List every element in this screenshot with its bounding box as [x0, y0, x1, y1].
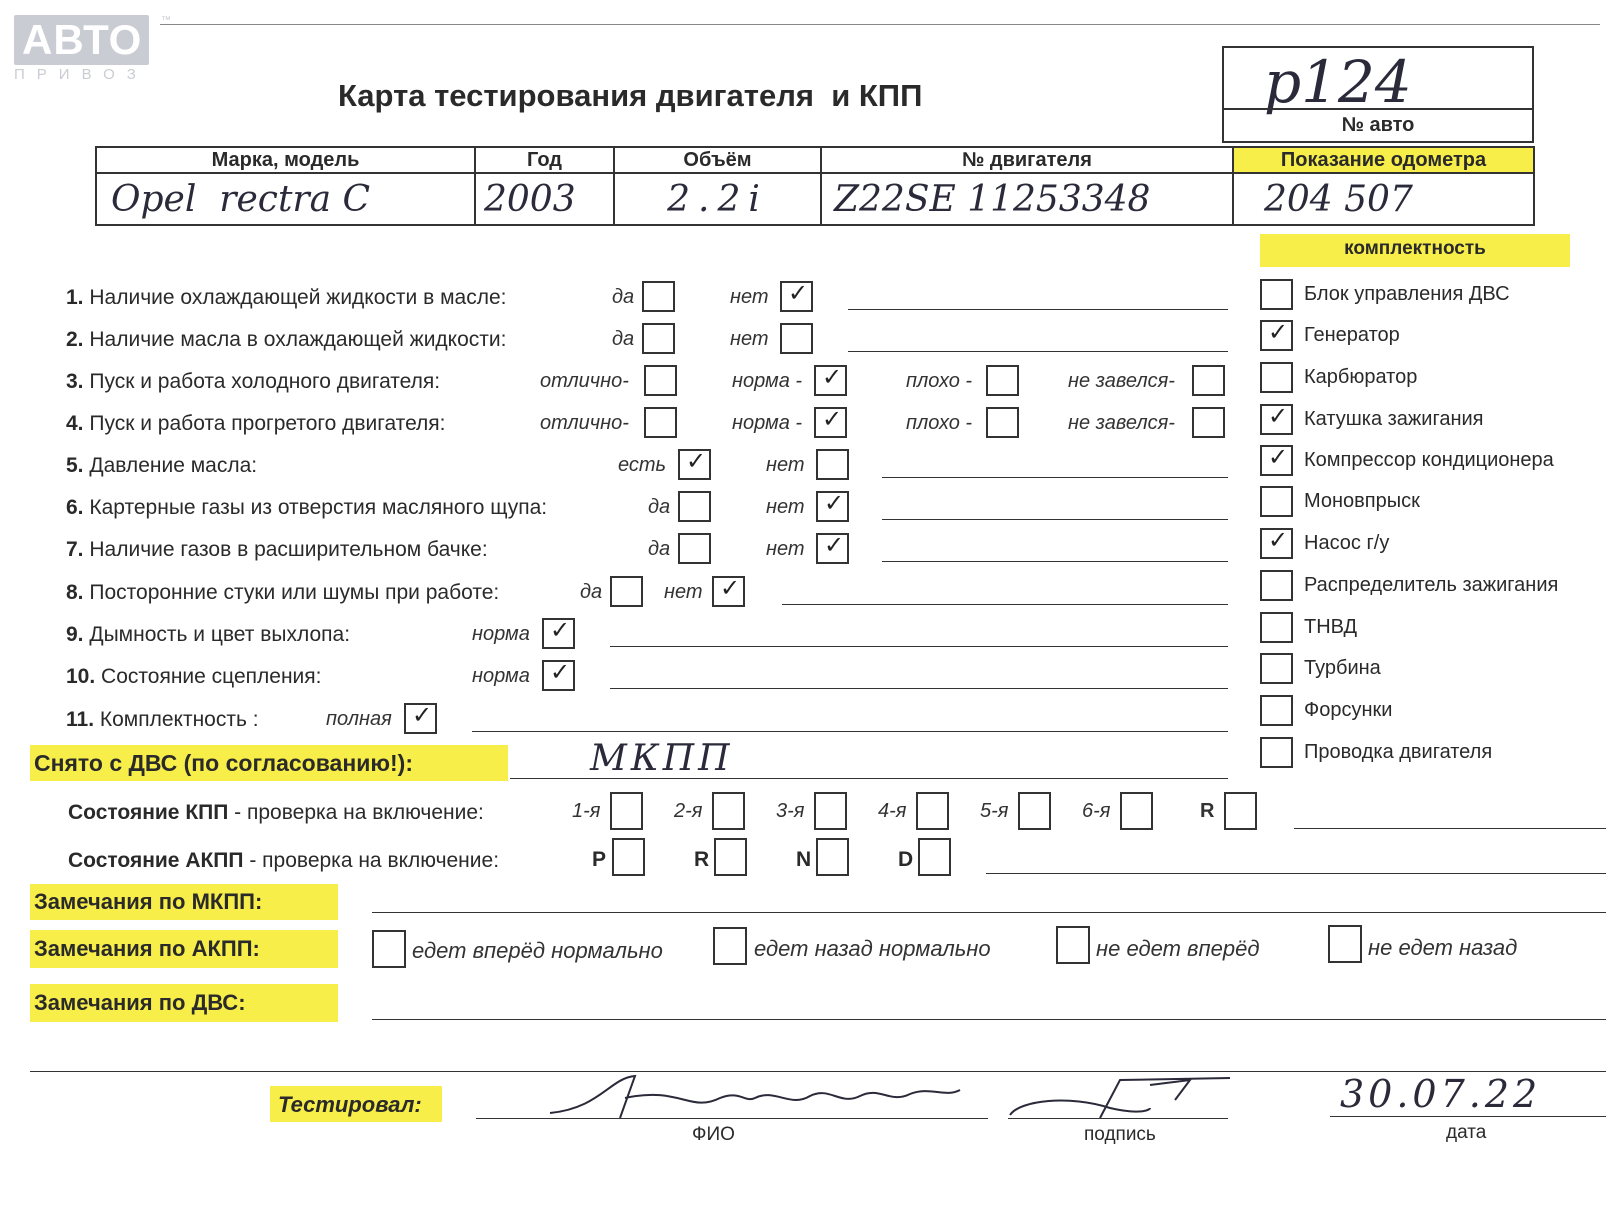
kpp-gear-checkbox[interactable] — [1120, 792, 1153, 830]
completeness-item-label: ТНВД — [1304, 616, 1358, 638]
completeness-item-label: Форсунки — [1304, 699, 1393, 721]
kpp-gear-label: 6-я — [1082, 800, 1111, 822]
q8-yes-checkbox[interactable] — [610, 576, 643, 607]
tested-label: Тестировал: — [278, 1092, 422, 1117]
q5-label: Давление масла: — [89, 454, 258, 477]
q1-note-line — [848, 309, 1228, 310]
q4-bad-checkbox[interactable] — [986, 407, 1019, 438]
q3-not-started-checkbox[interactable] — [1192, 365, 1225, 396]
completeness-item-label: Насос г/у — [1304, 532, 1390, 554]
kpp-label-rest: - проверка на включение: — [228, 801, 484, 824]
q2-no-checkbox[interactable] — [780, 323, 813, 354]
page-title: Карта тестирования двигателя и КПП — [338, 78, 923, 113]
q2-note-line — [848, 351, 1228, 352]
kpp-label-bold: Состояние КПП — [68, 801, 229, 824]
q1-yes-checkbox[interactable] — [642, 281, 675, 312]
akpp-note-line — [986, 873, 1606, 874]
completeness-item-label: Карбюратор — [1304, 366, 1418, 388]
q6-no-checkbox[interactable] — [816, 491, 849, 522]
auto-number-label: № авто — [1224, 108, 1532, 141]
q4-excellent-checkbox[interactable] — [644, 407, 677, 438]
check-mark-icon: ✓ — [720, 574, 741, 602]
check-mark-icon: ✓ — [824, 489, 845, 517]
q5-no-checkbox[interactable] — [816, 449, 849, 480]
q4-row — [66, 412, 446, 436]
kpp-gear-checkbox[interactable] — [916, 792, 949, 830]
akpp-gear-label: R — [694, 848, 710, 871]
kpp-gear-checkbox[interactable] — [610, 792, 643, 830]
completeness-checkbox[interactable] — [1260, 362, 1293, 393]
q3-opt-normal: норма - — [732, 370, 803, 392]
akpp-label — [68, 849, 499, 873]
q8-opt-no: нет — [664, 581, 703, 603]
q7-note-line — [882, 561, 1228, 562]
q11-opt-full: полная — [326, 708, 392, 730]
kpp-gear-checkbox[interactable] — [1224, 792, 1257, 830]
q1-no-checkbox[interactable] — [780, 281, 813, 312]
completeness-item-label: Моновпрыск — [1304, 490, 1420, 512]
q8-no-checkbox[interactable] — [712, 576, 745, 607]
q1-row — [66, 286, 506, 310]
q5-opt-no: нет — [766, 454, 805, 476]
header-label-model: Марка, модель — [96, 147, 475, 173]
q4-not-started-checkbox[interactable] — [1192, 407, 1225, 438]
q4-opt-bad: плохо - — [906, 412, 973, 434]
completeness-checkbox[interactable] — [1260, 695, 1293, 726]
header-value-model: Opel rectra C — [96, 173, 475, 225]
akpp-forward-ok-label: едет вперёд нормально — [412, 938, 663, 963]
completeness-checkbox[interactable] — [1260, 612, 1293, 643]
q4-opt-normal: норма - — [732, 412, 803, 434]
q11-number: 11. — [66, 708, 95, 731]
q3-opt-excellent: отлично- — [540, 370, 629, 392]
q8-label: Посторонние стуки или шумы при работе: — [89, 581, 500, 604]
q3-number: 3. — [66, 370, 84, 393]
check-mark-icon: ✓ — [550, 616, 571, 644]
akpp-no-backward-checkbox[interactable] — [1328, 925, 1362, 963]
fio-handwriting — [540, 1068, 970, 1128]
q2-opt-no: нет — [730, 328, 769, 350]
q10-row — [66, 665, 321, 689]
completeness-item-label: Компрессор кондиционера — [1304, 449, 1554, 471]
completeness-checkbox[interactable] — [1260, 445, 1293, 476]
q11-note-line — [472, 731, 1228, 732]
check-mark-icon: ✓ — [822, 363, 843, 391]
completeness-item-label: Катушка зажигания — [1304, 408, 1484, 430]
akpp-forward-ok-checkbox[interactable] — [372, 930, 406, 968]
kpp-gear-label: 1-я — [572, 800, 601, 822]
signature-image — [1000, 1070, 1240, 1130]
q5-opt-yes: есть — [618, 454, 667, 476]
remarks-mkpp-label: Замечания по МКПП: — [34, 889, 263, 914]
q3-label: Пуск и работа холодного двигателя: — [89, 370, 441, 393]
kpp-gear-label: 3-я — [776, 800, 805, 822]
check-mark-icon: ✓ — [1268, 526, 1289, 554]
akpp-no-forward-label: не едет вперёд — [1096, 936, 1260, 961]
q10-number: 10. — [66, 665, 96, 688]
completeness-item-label: Турбина — [1304, 657, 1381, 679]
q11-full-checkbox[interactable] — [404, 703, 437, 734]
akpp-gear-label: D — [898, 848, 914, 871]
akpp-gear-label: N — [796, 848, 812, 871]
completeness-item-label: Проводка двигателя — [1304, 741, 1493, 763]
q1-label: Наличие охлаждающей жидкости в масле: — [89, 286, 507, 309]
date-line — [1330, 1116, 1606, 1117]
removed-line — [510, 778, 1228, 779]
q3-normal-checkbox[interactable] — [814, 365, 847, 396]
q9-row — [66, 623, 350, 647]
q4-opt-excellent: отлично- — [540, 412, 629, 434]
q3-bad-checkbox[interactable] — [986, 365, 1019, 396]
completeness-title: комплектность — [1344, 238, 1486, 259]
akpp-label-rest: - проверка на включение: — [243, 849, 500, 872]
vehicle-header-table — [95, 146, 1535, 226]
check-mark-icon: ✓ — [788, 279, 809, 307]
akpp-no-forward-checkbox[interactable] — [1056, 926, 1090, 964]
check-mark-icon: ✓ — [1268, 443, 1289, 471]
q6-label: Картерные газы из отверстия масляного щупа: — [89, 496, 548, 519]
q6-opt-yes: да — [648, 496, 671, 518]
q1-number: 1. — [66, 286, 84, 309]
completeness-checkbox[interactable] — [1260, 570, 1293, 601]
akpp-gear-label: P — [592, 848, 607, 871]
q2-label: Наличие масла в охлаждающей жидкости: — [89, 328, 507, 351]
akpp-gear-checkbox[interactable] — [612, 838, 645, 876]
q9-number: 9. — [66, 623, 84, 646]
akpp-no-backward-label: не едет назад — [1368, 935, 1518, 960]
kpp-gear-checkbox[interactable] — [814, 792, 847, 830]
auto-number-value: р124 — [1264, 48, 1412, 116]
completeness-checkbox[interactable] — [1260, 653, 1293, 684]
q7-no-checkbox[interactable] — [816, 533, 849, 564]
q8-number: 8. — [66, 581, 84, 604]
q6-row — [66, 496, 547, 520]
akpp-gear-checkbox[interactable] — [714, 838, 747, 876]
q9-opt-normal: норма — [472, 623, 530, 645]
kpp-gear-checkbox[interactable] — [1018, 792, 1051, 830]
q11-row — [66, 708, 259, 732]
check-mark-icon: ✓ — [686, 447, 707, 475]
kpp-gear-label: 5-я — [980, 800, 1009, 822]
q5-number: 5. — [66, 454, 84, 477]
check-mark-icon: ✓ — [412, 701, 433, 729]
akpp-backward-ok-checkbox[interactable] — [713, 927, 747, 965]
removed-value: МКПП — [590, 738, 734, 779]
kpp-gear-label: 2-я — [674, 800, 703, 822]
logo — [14, 15, 171, 83]
q10-note-line — [610, 688, 1228, 689]
q5-row — [66, 454, 257, 478]
kpp-gear-checkbox[interactable] — [712, 792, 745, 830]
q9-label: Дымность и цвет выхлопа: — [89, 623, 351, 646]
q3-excellent-checkbox[interactable] — [644, 365, 677, 396]
header-label-year: Год — [475, 147, 614, 173]
remarks-dvs-label: Замечания по ДВС: — [34, 990, 246, 1015]
completeness-checkbox[interactable] — [1260, 486, 1293, 517]
logo-sub: ПРИВОЗ — [14, 66, 148, 83]
removed-label: Снято с ДВС (по согласованию!): — [34, 750, 413, 776]
completeness-checkbox[interactable] — [1260, 528, 1293, 559]
header-value-year: 2003 — [475, 173, 614, 225]
date-value: 30.07.22 — [1340, 1072, 1542, 1116]
q5-yes-checkbox[interactable] — [678, 449, 711, 480]
q3-opt-bad: плохо - — [906, 370, 973, 392]
signature-caption: подпись — [1084, 1124, 1156, 1145]
akpp-label-bold: Состояние АКПП — [68, 849, 244, 872]
q7-label: Наличие газов в расширительном бачке: — [89, 538, 488, 561]
top-rule — [160, 24, 1600, 25]
q7-row — [66, 538, 488, 562]
header-label-engine-number: № двигателя — [821, 147, 1233, 173]
q2-yes-checkbox[interactable] — [642, 323, 675, 354]
check-mark-icon: ✓ — [822, 405, 843, 433]
q4-opt-not-started: не завелся- — [1068, 412, 1175, 434]
header-label-volume: Объём — [614, 147, 821, 173]
check-mark-icon: ✓ — [1268, 402, 1289, 430]
q7-opt-no: нет — [766, 538, 805, 560]
q1-opt-no: нет — [730, 286, 769, 308]
auto-number-box — [1222, 46, 1534, 143]
header-value-volume: 2.2i — [614, 173, 821, 225]
q3-row — [66, 370, 440, 394]
akpp-gear-checkbox[interactable] — [816, 838, 849, 876]
completeness-checkbox[interactable] — [1260, 737, 1293, 768]
remarks-mkpp-line — [372, 912, 1606, 913]
q4-normal-checkbox[interactable] — [814, 407, 847, 438]
q11-label: Комплектность : — [99, 708, 259, 731]
q6-note-line — [882, 519, 1228, 520]
check-mark-icon: ✓ — [550, 658, 571, 686]
q8-row — [66, 581, 499, 605]
q7-opt-yes: да — [648, 538, 671, 560]
q10-normal-checkbox[interactable] — [542, 660, 575, 691]
akpp-backward-ok-label: едет назад нормально — [754, 936, 991, 961]
q7-yes-checkbox[interactable] — [678, 533, 711, 564]
q4-label: Пуск и работа прогретого двигателя: — [89, 412, 446, 435]
kpp-label — [68, 801, 484, 825]
q6-opt-no: нет — [766, 496, 805, 518]
q10-label: Состояние сцепления: — [101, 665, 322, 688]
fio-caption: ФИО — [692, 1124, 735, 1145]
kpp-note-line — [1294, 828, 1606, 829]
q9-note-line — [610, 646, 1228, 647]
logo-main: АВТО — [14, 15, 149, 65]
completeness-item-label: Распределитель зажигания — [1304, 574, 1559, 596]
logo-tm: ™ — [161, 15, 171, 26]
completeness-checkbox[interactable] — [1260, 404, 1293, 435]
q10-opt-normal: норма — [472, 665, 530, 687]
q4-number: 4. — [66, 412, 84, 435]
check-mark-icon: ✓ — [824, 531, 845, 559]
header-value-engine-number: Z22SE 11253348 — [821, 173, 1233, 225]
completeness-checkbox[interactable] — [1260, 320, 1293, 351]
completeness-item-label: Генератор — [1304, 324, 1400, 346]
header-value-odometer: 204 507 — [1233, 173, 1534, 225]
kpp-gear-label: R — [1200, 800, 1215, 822]
q1-opt-yes: да — [612, 286, 635, 308]
remarks-akpp-label: Замечания по АКПП: — [34, 936, 260, 961]
q9-normal-checkbox[interactable] — [542, 618, 575, 649]
completeness-item-label: Блок управления ДВС — [1304, 283, 1510, 305]
q3-opt-not-started: не завелся- — [1068, 370, 1175, 392]
q6-number: 6. — [66, 496, 84, 519]
q6-yes-checkbox[interactable] — [678, 491, 711, 522]
q8-opt-yes: да — [580, 581, 603, 603]
q2-row — [66, 328, 506, 352]
completeness-checkbox[interactable] — [1260, 279, 1293, 310]
check-mark-icon: ✓ — [1268, 318, 1289, 346]
q2-number: 2. — [66, 328, 84, 351]
q7-number: 7. — [66, 538, 84, 561]
q2-opt-yes: да — [612, 328, 635, 350]
header-label-odometer: Показание одометра — [1233, 147, 1534, 173]
remarks-dvs-line — [372, 1019, 1606, 1020]
akpp-gear-checkbox[interactable] — [918, 838, 951, 876]
date-caption: дата — [1446, 1122, 1487, 1143]
kpp-gear-label: 4-я — [878, 800, 907, 822]
q8-note-line — [782, 604, 1228, 605]
q5-note-line — [882, 477, 1228, 478]
